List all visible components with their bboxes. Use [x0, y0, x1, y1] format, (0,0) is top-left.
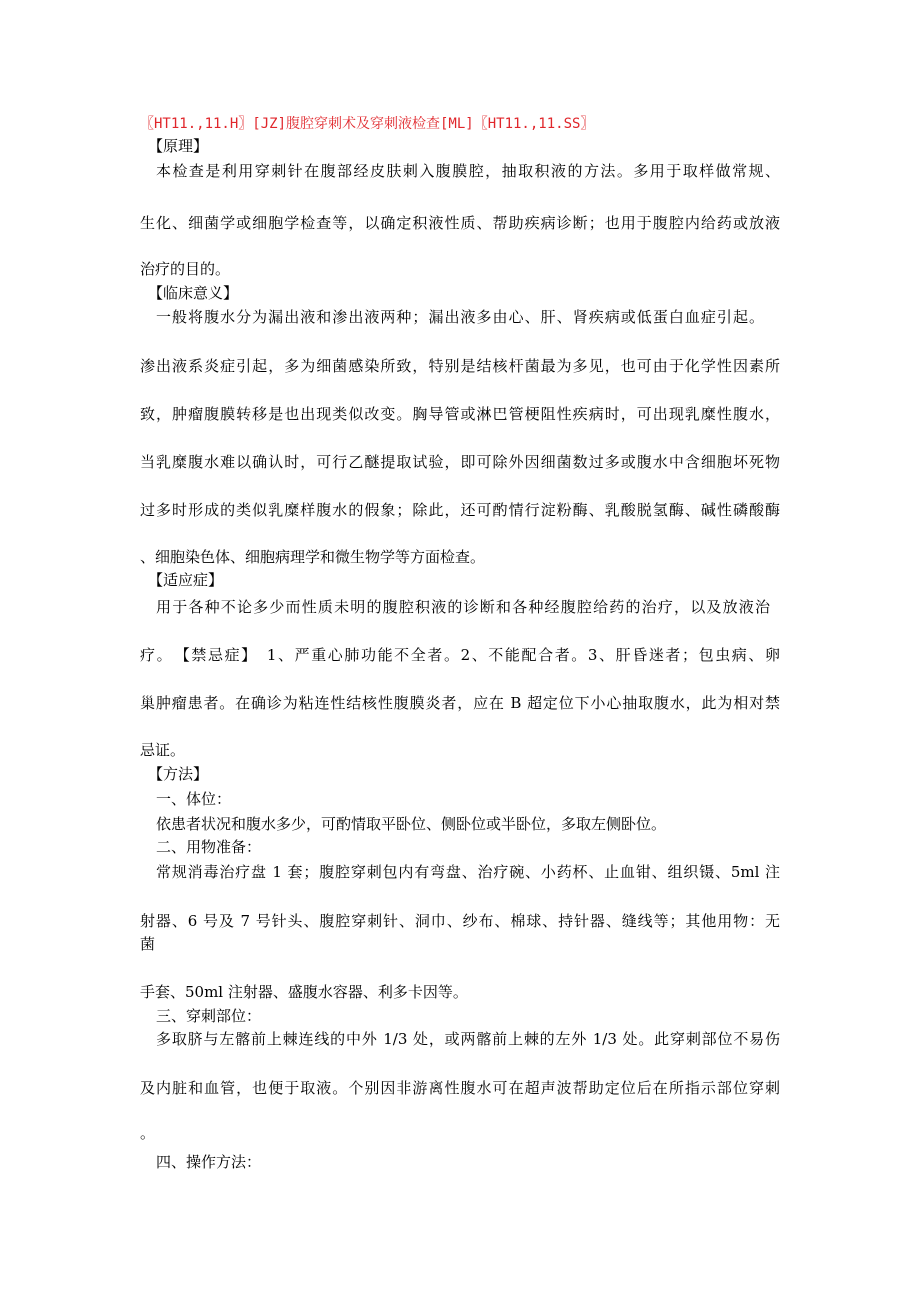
- subheading-procedure: 四、操作方法：: [156, 1153, 262, 1171]
- paragraph-line: 依患者状况和腹水多少，可酌情取平卧位、侧卧位或半卧位，多取左侧卧位。: [156, 815, 667, 833]
- paragraph-line: 致，肿瘤腹膜转移是也出现类似改变。胸导管或淋巴管梗阻性疾病时，可出现乳糜性腹水，: [140, 405, 780, 423]
- paragraph-line: 用于各种不论多少而性质未明的腹腔积液的诊断和各种经腹腔给药的治疗，以及放液治: [156, 598, 770, 616]
- paragraph-line: 过多时形成的类似乳糜样腹水的假象；除此，还可酌情行淀粉酶、乳酸脱氢酶、碱性磷酸酶: [140, 501, 780, 519]
- subheading-supplies: 二、用物准备：: [156, 838, 262, 856]
- section-heading-principle: 【原理】: [148, 137, 209, 155]
- paragraph-line: 射器、6 号及 7 号针头、腹腔穿刺针、洞巾、纱布、棉球、持针器、缝线等；其他用物：无: [140, 912, 780, 930]
- paragraph-line-contraindications: 疗。 【禁忌症】 1、严重心肺功能不全者。2、不能配合者。3、肝昏迷者；包虫病、卵: [140, 646, 780, 664]
- section-heading-clinical-significance: 【临床意义】: [148, 284, 239, 302]
- paragraph-line: 手套、50ml 注射器、盛腹水容器、利多卡因等。: [140, 983, 468, 1001]
- paragraph-line: 渗出液系炎症引起，多为细菌感染所致，特别是结核杆菌最为多见，也可由于化学性因素所: [140, 357, 780, 375]
- paragraph-line: 、细胞染色体、细胞病理学和微生物学等方面检查。: [140, 548, 486, 566]
- section-heading-indications: 【适应症】: [148, 571, 224, 589]
- paragraph-line: 常规消毒治疗盘 1 套；腹腔穿刺包内有弯盘、治疗碗、小药杯、止血钳、组织镊、5ml 注: [156, 863, 780, 881]
- paragraph-line: 本检查是利用穿刺针在腹部经皮肤刺入腹膜腔，抽取积液的方法。多用于取样做常规、: [156, 162, 780, 180]
- paragraph-line: 治疗的目的。: [140, 260, 231, 278]
- subheading-position: 一、体位：: [156, 790, 232, 808]
- paragraph-line: 巢肿瘤患者。在确诊为粘连性结核性腹膜炎者，应在 B 超定位下小心抽取腹水，此为相对禁: [140, 694, 780, 712]
- paragraph-line: 忌证。: [140, 741, 186, 759]
- paragraph-line: 及内脏和血管，也便于取液。个别因非游离性腹水可在超声波帮助定位后在所指示部位穿刺: [140, 1079, 780, 1097]
- subheading-puncture-site: 三、穿刺部位：: [156, 1007, 262, 1025]
- paragraph-line: 生化、细菌学或细胞学检查等，以确定积液性质、帮助疾病诊断；也用于腹腔内给药或放液: [140, 214, 780, 232]
- paragraph-line: 多取脐与左髂前上棘连线的中外 1/3 处，或两髂前上棘的左外 1/3 处。此穿刺部位不易伤: [156, 1030, 780, 1048]
- paragraph-line: 菌: [140, 935, 156, 953]
- paragraph-line: 一般将腹水分为漏出液和渗出液两种；漏出液多由心、肝、肾疾病或低蛋白血症引起。: [156, 308, 764, 326]
- section-heading-method: 【方法】: [148, 765, 209, 783]
- document-title-code: 〖HT11.,11.H〗[JZ]腹腔穿刺术及穿刺液检查[ML]〖HT11.,11.SS〗: [140, 116, 595, 132]
- paragraph-line: 当乳糜腹水难以确认时，可行乙醚提取试验，即可除外因细菌数过多或腹水中含细胞坏死物: [140, 453, 780, 471]
- paragraph-line: 。: [140, 1124, 156, 1142]
